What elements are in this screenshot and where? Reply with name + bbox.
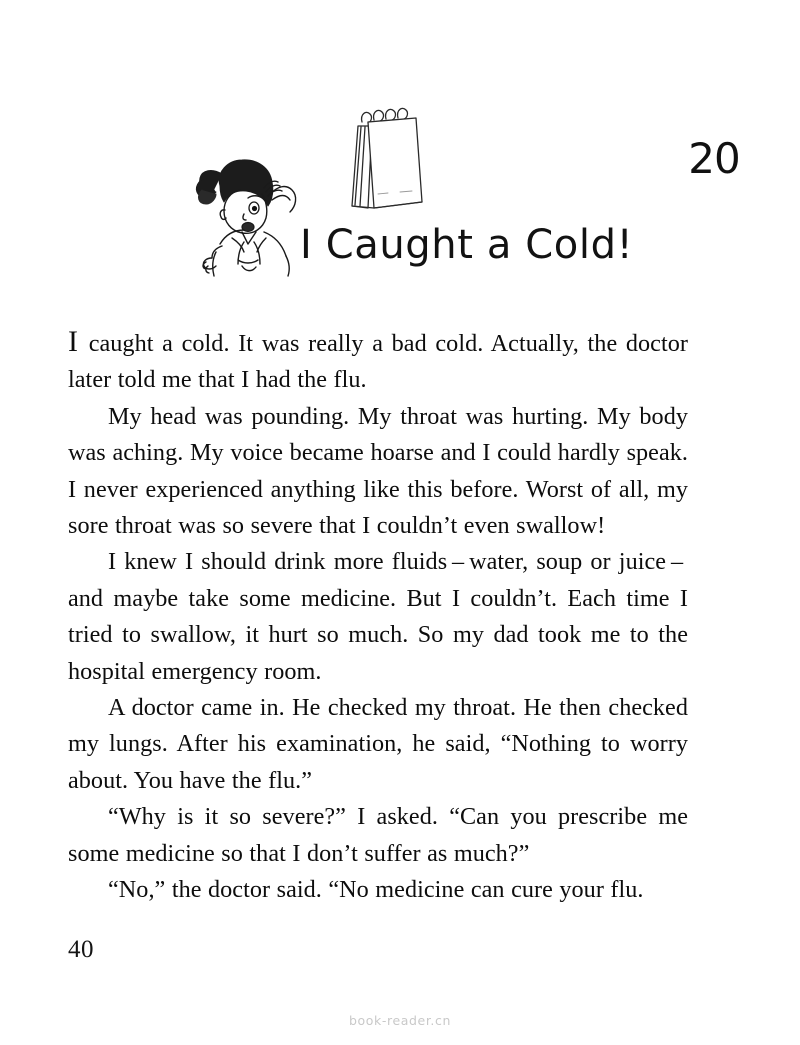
paragraph: “No,” the doctor said. “No medicine can cure your flu. [108,876,644,904]
body-text [68,326,688,909]
chapter-header [0,96,800,291]
paragraph-lead-capital: I [68,325,79,358]
paragraph: A doctor came in. He checked my throat. He then checked my lungs. After his examination, he said, “Nothing to worry about. You have the flu.” [68,694,688,794]
paragraph: “Why is it so severe?” I asked. “Can you prescribe me some medicine so that I don’t suffer as much?” [68,803,688,867]
girl-with-headache-illustration [186,148,318,278]
desk-flip-calendar-icon [328,102,740,224]
page-number: 40 [68,936,94,963]
paragraph: My head was pounding. My throat was hurting. My body was aching. My voice became hoarse and I could hardly speak. I never experienced anything like this before. Worst of all, my sore throat was so severe that I couldn’t even swallow! [68,402,688,540]
watermark: book-reader.cn [349,1013,451,1028]
paragraph: I caught a cold. It was really a bad cold. Actually, the doctor later told me that I had the flu. [68,325,688,394]
chapter-title: I Caught a Cold! [300,222,634,268]
paragraph: I knew I should drink more fluids – water, soup or juice – and maybe take some medicine. But I couldn’t. Each time I tried to swallow, it hurt so much. So my dad took me to the hospital emergency room. [68,548,688,685]
chapter-number: 20 [688,134,740,183]
